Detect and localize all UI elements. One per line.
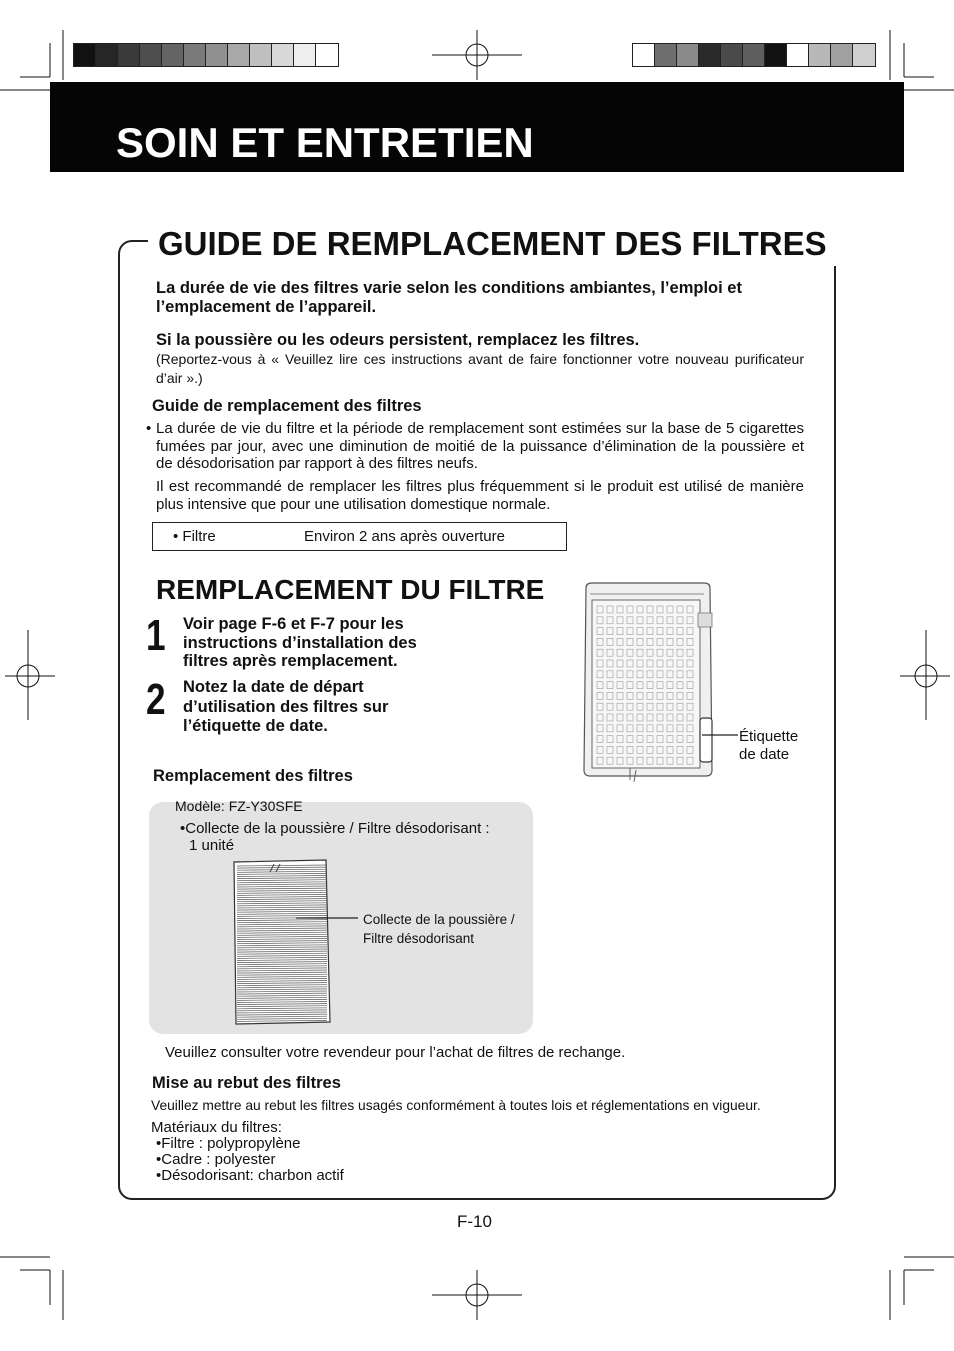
dealer-note: Veuillez consulter votre revendeur pour l’achat de filtres de rechange.: [165, 1044, 626, 1061]
bullet-mark: •: [146, 420, 152, 437]
filter-item-line-1: •Collecte de la poussière / Filtre désodorisant :: [180, 820, 490, 837]
warning-text: Si la poussière ou les odeurs persistent, remplacez les filtres.: [156, 331, 640, 349]
step-text-2: Notez la date de départ d’utilisation des filtres sur l’étiquette de date.: [183, 678, 389, 735]
spec-label: • Filtre: [173, 528, 216, 545]
disposal-title: Mise au rebut des filtres: [152, 1074, 341, 1092]
date-label-leader-line: [700, 725, 740, 745]
model-number: Modèle: FZ-Y30SFE: [175, 798, 303, 814]
usage-note: Il est recommandé de remplacer les filtres plus fréquemment si le produit est utilisé de manière plus intensive que pour une utilisation domestique normale.: [156, 478, 804, 513]
replacement-subheading: Remplacement des filtres: [153, 767, 353, 785]
guide-title: GUIDE DE REMPLACEMENT DES FILTRES: [148, 222, 837, 266]
date-label-text-1: Étiquette: [739, 728, 799, 745]
page-title: SOIN ET ENTRETIEN: [116, 119, 534, 166]
filter-item-line-2: 1 unité: [189, 837, 235, 854]
filter-label-2: Filtre désodorisant: [363, 931, 475, 946]
step-text-1: Voir page F-6 et F-7 pour les instructions d’installation des filtres après remplacement.: [183, 615, 417, 670]
step-number-1: 1: [146, 611, 166, 660]
bullet-text: La durée de vie du filtre et la période de remplacement sont estimées sur la base de 5 cigarettes fumées par jour, avec une diminution de moitié de la puissance d’élimination de la poussière et de désodorisation par rapport à des filtres neufs.: [156, 420, 804, 472]
disposal-text: Veuillez mettre au rebut les filtres usagés conformément à toutes lois et réglementations en vigueur.: [151, 1098, 761, 1113]
guide-subheading: Guide de remplacement des filtres: [152, 397, 422, 415]
air-purifier-illustration: [580, 580, 720, 782]
spec-value: Environ 2 ans après ouverture: [304, 528, 505, 545]
material-item: •Désodorisant: charbon actif: [156, 1167, 344, 1184]
filter-label-1: Collecte de la poussière /: [363, 912, 515, 927]
intro-text: La durée de vie des filtres varie selon les conditions ambiantes, l’emploi et l’emplacement de l’appareil.: [156, 279, 742, 316]
spec-table-row: [152, 522, 567, 551]
reference-text: (Reportez-vous à « Veuillez lire ces instructions avant de faire fonctionner votre nouveau purificateur d’air ».): [156, 351, 804, 386]
filter-illustration: [230, 858, 360, 1028]
page-number: F-10: [457, 1212, 492, 1231]
material-item: •Cadre : polyester: [156, 1151, 276, 1168]
materials-title: Matériaux du filtres:: [151, 1119, 282, 1136]
material-item: •Filtre : polypropylène: [156, 1135, 301, 1152]
date-label-text-2: de date: [739, 746, 790, 763]
replacement-title: REMPLACEMENT DU FILTRE: [156, 574, 545, 605]
step-number-2: 2: [146, 675, 166, 724]
